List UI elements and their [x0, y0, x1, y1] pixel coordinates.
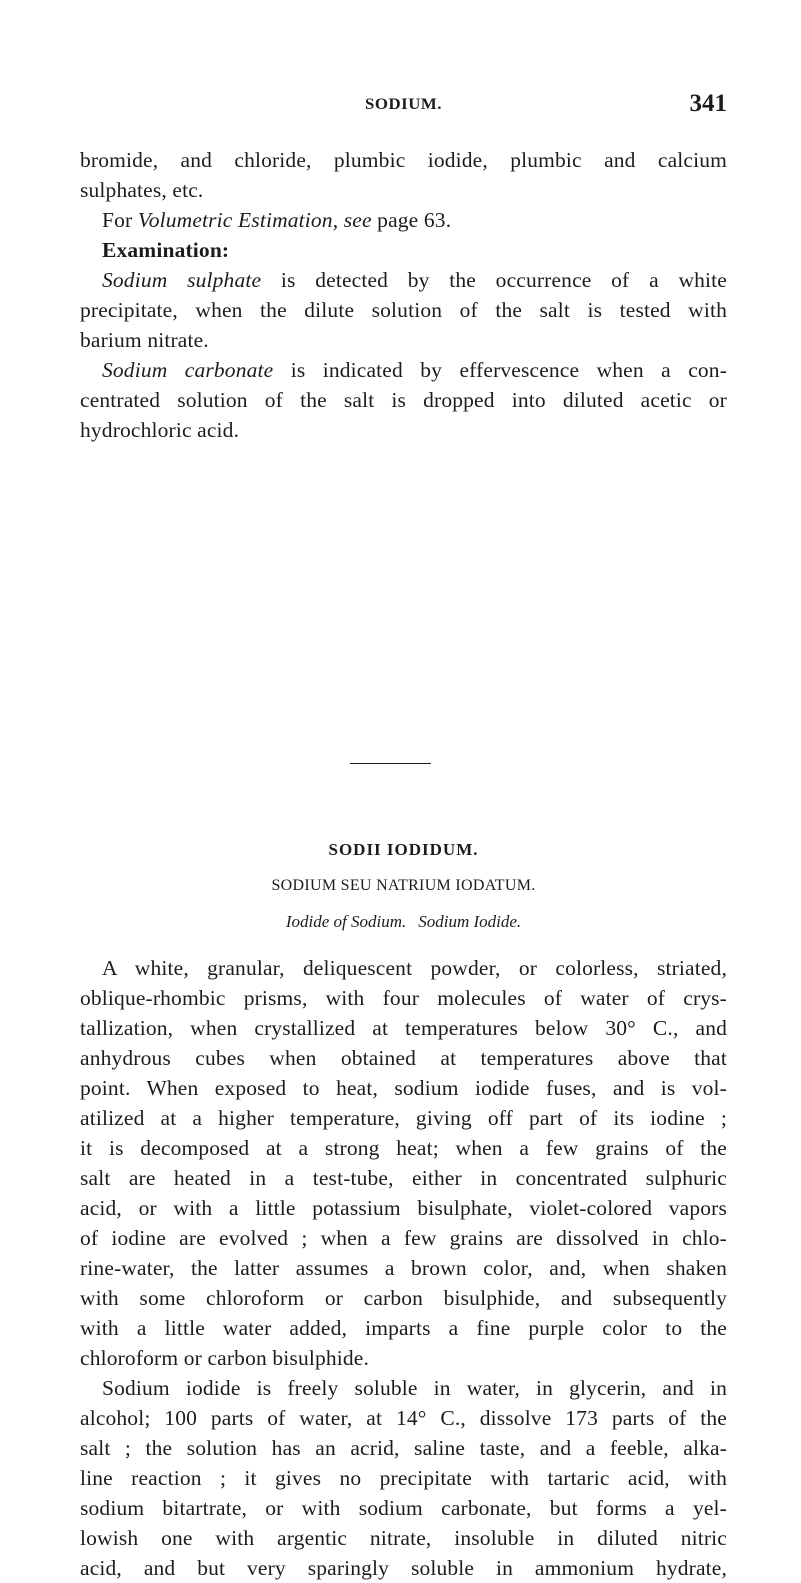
carbonate-test-line: Sodium carbonate is indicated by effervescence when a con- [102, 358, 727, 382]
sulphate-test-line: Sodium sulphate is detected by the occurrence of a white [102, 268, 727, 292]
body-line: tallization, when crystallized at temperatures below 30° C., and [80, 1016, 727, 1040]
examination-heading: Examination: [102, 238, 230, 262]
body-line: alcohol; 100 parts of water, at 14° C., dissolve 173 parts of the [80, 1406, 727, 1430]
body-line: acid, or with a little potassium bisulphate, violet-colored vapors [80, 1196, 727, 1220]
body-line: sodium bitartrate, or with sodium carbonate, but forms a yel- [80, 1496, 727, 1520]
body-line: point. When exposed to heat, sodium iodide fuses, and is vol- [80, 1076, 727, 1100]
body-line: rine-water, the latter assumes a brown color, and, when shaken [80, 1256, 727, 1280]
body-line: salt ; the solution has an acrid, saline taste, and a feeble, alka- [80, 1436, 727, 1460]
text-line: bromide, and chloride, plumbic iodide, plumbic and calcium [80, 148, 727, 172]
section-title: SODII IODIDUM. [328, 840, 479, 859]
body-line: chloroform or carbon bisulphide. [80, 1346, 370, 1370]
body-line: atilized at a higher temperature, giving off part of its iodine ; [80, 1106, 727, 1130]
body-line: line reaction ; it gives no precipitate with tartaric acid, with [80, 1466, 727, 1490]
text-line: hydrochloric acid. [80, 418, 240, 442]
page-number: 341 [689, 90, 727, 117]
running-head [80, 90, 727, 126]
body-line: oblique-rhombic prisms, with four molecules of water of crys- [80, 986, 727, 1010]
body-line: A white, granular, deliquescent powder, or colorless, striated, [102, 956, 727, 980]
text-line: sulphates, etc. [80, 178, 204, 202]
body-line: salt are heated in a test-tube, either in concentrated sulphuric [80, 1166, 727, 1190]
body-line: of iodine are evolved ; when a few grains are dissolved in chlo- [80, 1226, 727, 1250]
monograph-body [80, 953, 727, 1583]
running-title: SODIUM. [365, 96, 442, 113]
body-line: Sodium iodide is freely soluble in water, in glycerin, and in [102, 1376, 727, 1400]
text-line: barium nitrate. [80, 328, 209, 352]
body-line: it is decomposed at a strong heat; when a few grains of the [80, 1136, 727, 1160]
volumetric-reference: For Volumetric Estimation, see page 63. [102, 208, 452, 232]
body-line: lowish one with argentic nitrate, insoluble in diluted nitric [80, 1526, 727, 1550]
section-synonyms: Iodide of Sodium. Sodium Iodide. [285, 912, 522, 931]
upper-text-block [80, 145, 727, 445]
body-line: anhydrous cubes when obtained at temperatures above that [80, 1046, 727, 1070]
body-line: with some chloroform or carbon bisulphide, and subsequently [80, 1286, 727, 1310]
body-line: with a little water added, imparts a fine purple color to the [80, 1316, 727, 1340]
text-line: precipitate, when the dilute solution of the salt is tested with [80, 298, 727, 322]
body-line: acid, and but very sparingly soluble in ammonium hydrate, [80, 1556, 727, 1580]
section-divider [350, 763, 431, 764]
section-subtitle: SODIUM SEU NATRIUM IODATUM. [271, 877, 536, 894]
text-line: centrated solution of the salt is dropped into diluted acetic or [80, 388, 727, 412]
